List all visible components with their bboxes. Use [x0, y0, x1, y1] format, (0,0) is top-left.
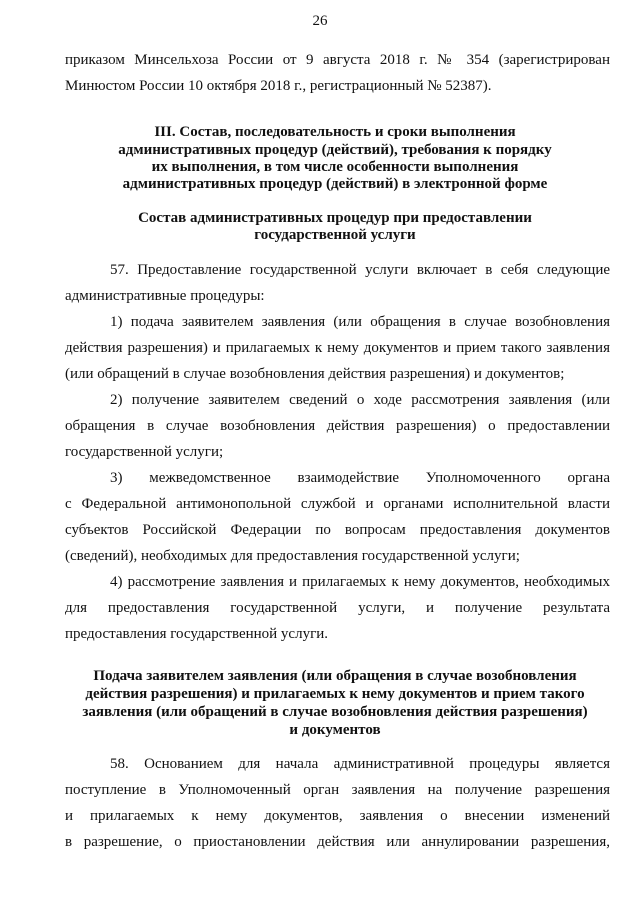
item2-line-3: государственной услуги;: [65, 444, 224, 460]
item2-line-2: обращения в случае возобновления действия разрешения) о предоставлении: [65, 418, 610, 434]
intro-line-2: Минюстом России 10 октября 2018 г., регистрационный № 52387).: [65, 78, 492, 94]
subheading1-line-2: государственной услуги: [254, 227, 416, 243]
para58-line-2: поступление в Уполномоченный орган заявления на получение разрешения: [65, 782, 610, 798]
para58-line-1: 58. Основанием для начала административной процедуры является: [110, 756, 610, 772]
item3-line-3: субъектов Российской Федерации по вопросам предоставления документов: [65, 522, 610, 538]
item2-line-1: 2) получение заявителем сведений о ходе рассмотрения заявления (или: [110, 392, 610, 408]
item3-line-4: (сведений), необходимых для предоставления государственной услуги;: [65, 548, 520, 564]
section-heading-line-4: административных процедур (действий) в электронной форме: [122, 176, 548, 192]
para57-line-2: административные процедуры:: [65, 288, 265, 304]
item4-line-1: 4) рассмотрение заявления и прилагаемых к нему документов, необходимых: [110, 574, 610, 590]
item4-line-3: предоставления государственной услуги.: [65, 626, 329, 642]
intro-line-1: приказом Минсельхоза России от 9 августа 2018 г. № 354 (зарегистрирован: [65, 52, 610, 68]
item1-line-1: 1) подача заявителем заявления (или обращения в случае возобновления: [110, 314, 610, 330]
para58-line-4: в разрешение, о приостановлении действия или аннулировании разрешения,: [65, 834, 610, 850]
item4-line-2: для предоставления государственной услуги, и получение результата: [65, 600, 610, 616]
subheading2-line-2: действия разрешения) и прилагаемых к нему документов и прием такого: [85, 686, 585, 702]
subheading1-line-1: Состав административных процедур при предоставлении: [138, 210, 532, 226]
item1-line-2: действия разрешения) и прилагаемых к нему документов и прием такого заявления: [65, 340, 610, 356]
subheading2-line-3: заявления (или обращений в случае возобновления действия разрешения): [82, 704, 588, 720]
para57-line-1: 57. Предоставление государственной услуги включает в себя следующие: [110, 262, 610, 278]
item3-line-2: с Федеральной антимонопольной службой и органами исполнительной власти: [65, 496, 610, 512]
item3-line-1: 3) межведомственное взаимодействие Уполномоченного органа: [110, 470, 610, 486]
subheading2-line-4: и документов: [289, 722, 381, 738]
para58-line-3: и прилагаемых к нему документов, заявления о внесении изменений: [65, 808, 610, 824]
section-heading-line-2: административных процедур (действий), требования к порядку: [118, 142, 552, 158]
section-heading-line-1: III. Состав, последовательность и сроки выполнения: [154, 124, 516, 140]
section-heading-line-3: их выполнения, в том числе особенности выполнения: [151, 159, 519, 175]
item1-line-3: (или обращений в случае возобновления действия разрешения) и документов;: [65, 366, 565, 382]
subheading2-line-1: Подача заявителем заявления (или обращения в случае возобновления: [93, 668, 577, 684]
page-number: 26: [312, 13, 328, 29]
